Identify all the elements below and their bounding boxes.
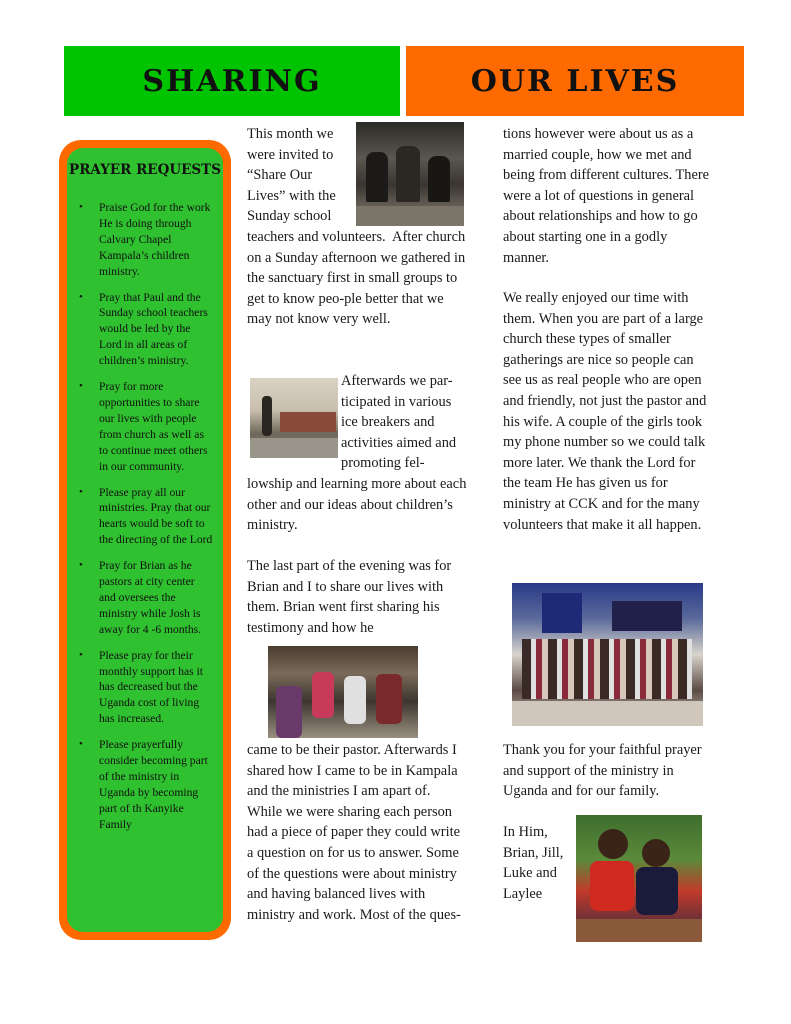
- right-p1: [503, 124, 715, 268]
- prayer-item-text: Pray for more opportunities to share our lives with people from church as well as to continue meet others in our community.: [99, 380, 208, 473]
- bullet-icon: •: [79, 559, 83, 572]
- prayer-item: [67, 200, 223, 280]
- prayer-item: [67, 485, 223, 549]
- prayer-item: [67, 379, 223, 474]
- middle-p1-line: This month we were invited to “Share Our Lives” with the Sunday school: [247, 126, 336, 225]
- middle-p3b-text: came to be their pastor. Afterwards I shared how I came to be in Kampala and the ministries I am apart of. While we were sharing each person had a piece of paper they could write a question on for us to answer. Some of the questions were about ministry and having balanced lives with ministry and work. Most of the ques-: [247, 742, 461, 923]
- middle-p3a-text: The last part of the evening was for Brian and I to share our lives with them. Brian went first sharing his testimony and how he: [247, 558, 452, 636]
- prayer-item-text: Please pray for their monthly support has it has decreased but the Uganda cost of living has increased.: [99, 648, 204, 726]
- prayer-requests-box: [59, 140, 231, 940]
- prayer-requests-list: [67, 200, 223, 833]
- bullet-icon: •: [79, 201, 83, 213]
- bullet-icon: •: [79, 648, 83, 661]
- signature: [503, 822, 575, 904]
- bullet-icon: •: [79, 380, 83, 393]
- prayer-item: [67, 558, 223, 638]
- prayer-requests-inner: [67, 148, 223, 932]
- right-p2-text: We really enjoyed our time with them. When you are part of a large church these types of smaller gatherings are nice so people can see us as real people who are open and friendly, not just the pastor and his wife. A couple of the girls took my phone number so we could talk more later. We thank the Lord for the team He has given us for ministry at CCK and for the many volunteers that make it all happen.: [503, 290, 707, 533]
- prayer-item-text: Pray that Paul and the Sunday school teachers would be led by the Lord in all areas of children’s ministry.: [99, 290, 208, 368]
- middle-p2-rest: lowship and learning more about each other and our ideas about children’s ministry.: [247, 476, 467, 534]
- prayer-requests-title: PRAYER REQUESTS: [69, 162, 221, 178]
- bullet-icon: •: [79, 485, 83, 498]
- signature-line: In Him,: [503, 824, 548, 840]
- photo-children: [576, 815, 702, 942]
- prayer-item-text: Praise God for the work He is doing through Calvary Chapel Kampala’s children ministry.: [99, 201, 211, 278]
- photo-sharing-testimony: [268, 646, 418, 738]
- middle-p3b: [247, 740, 465, 925]
- right-p3-text: Thank you for your faithful prayer and support of the ministry in Uganda and for our family.: [503, 742, 702, 800]
- middle-p3a: [247, 556, 465, 638]
- prayer-item: [67, 737, 223, 832]
- photo-group-seated: [356, 122, 464, 226]
- signature-line: Luke and: [503, 865, 557, 882]
- middle-p1-top: [247, 124, 353, 227]
- photo-group-picture: [512, 583, 703, 726]
- signature-line: Brian, Jill,: [503, 844, 564, 861]
- right-p1-text: tions however were about us as a married couple, how we met and being from different cultures. There were a lot of questions in general about relationships and how to go about starting one in a godly manner.: [503, 126, 710, 266]
- middle-p1-rest: teachers and volunteers. After church on a Sunday afternoon we gathered in the sanctuary first in small groups to get to know peo-ple better that we may not know very well.: [247, 229, 466, 328]
- middle-p2-top: [341, 371, 465, 474]
- prayer-item-text: Please prayerfully consider becoming part of the ministry in Uganda by becoming part of th Kanyike Family: [99, 738, 208, 831]
- prayer-item: [67, 290, 223, 370]
- middle-p2-bottom: [247, 474, 467, 536]
- bullet-icon: •: [79, 738, 83, 751]
- banner-sharing: SHARING: [64, 46, 400, 116]
- middle-p1-bottom: [247, 227, 467, 330]
- bullet-icon: •: [79, 290, 83, 303]
- photo-icebreaker: [250, 378, 338, 458]
- middle-p2-line: Afterwards we par-ticipated in various ice breakers and activities aimed and promoting fel-: [341, 373, 457, 472]
- prayer-item: [67, 648, 223, 728]
- prayer-item-text: Please pray all our ministries. Pray that our hearts would be soft to the directing of the Lord: [99, 485, 213, 547]
- right-p2: [503, 288, 715, 535]
- right-p3: [503, 740, 715, 802]
- prayer-item-text: Pray for Brian as he pastors at city center and oversees the ministry while Josh is away for 4 -6 months.: [99, 559, 202, 636]
- banner-our-lives: OUR LIVES: [406, 46, 744, 116]
- signature-line: Laylee: [503, 885, 543, 902]
